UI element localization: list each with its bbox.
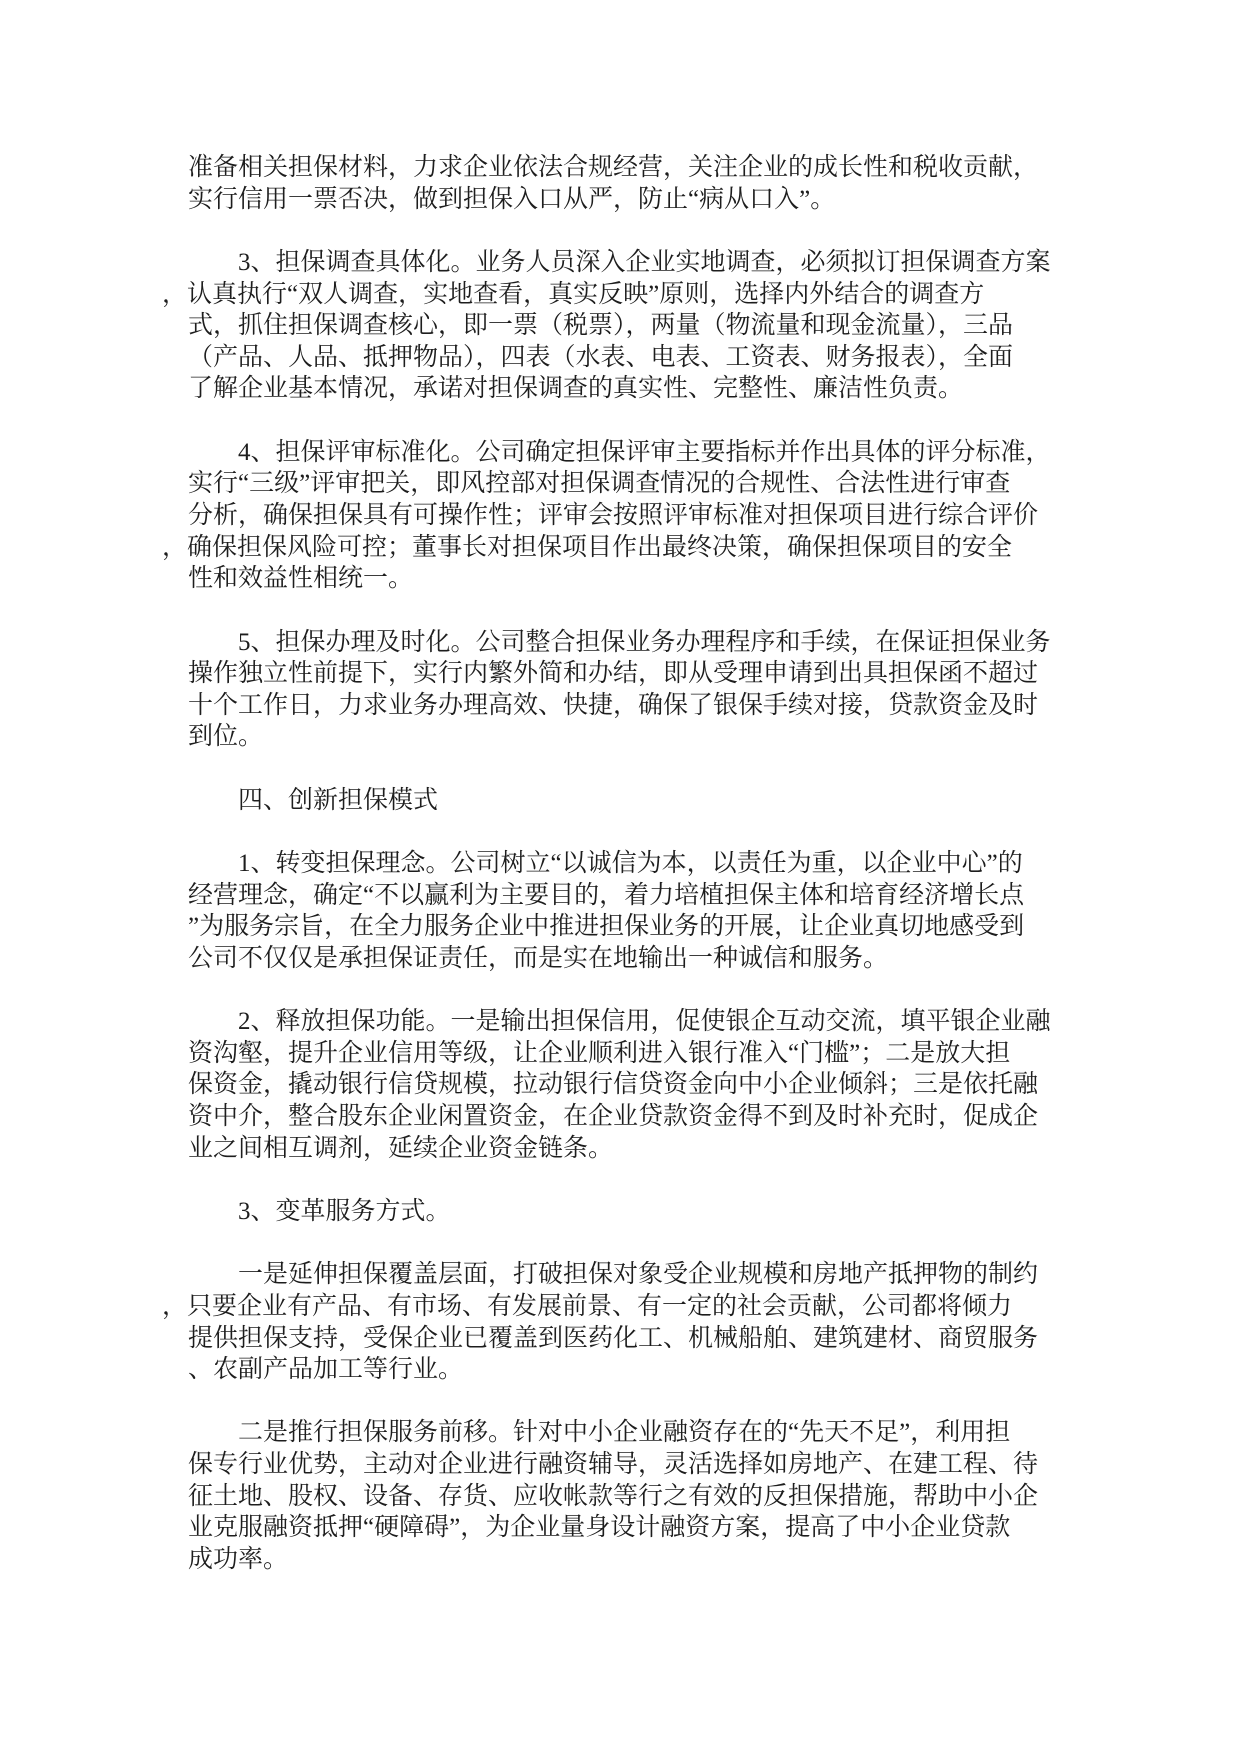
text-line: 5、担保办理及时化。公司整合担保业务办理程序和手续，在保证担保业务 bbox=[188, 628, 1051, 656]
text-line: 资中介，整合股东企业闲置资金，在企业贷款资金得不到及时补充时，促成企 bbox=[188, 1103, 1039, 1131]
text-line: 实行“三级”评审把关，即风控部对担保调查情况的合规性、合法性进行审查 bbox=[188, 470, 1011, 498]
text-line: 实行信用一票否决，做到担保入口从严，防止“病从口入”。 bbox=[188, 185, 836, 213]
text-line: 3、担保调查具体化。业务人员深入企业实地调查，必须拟订担保调查方案 bbox=[188, 248, 1051, 276]
document-body bbox=[162, 152, 1108, 1576]
text-line: 3、变革服务方式。 bbox=[188, 1198, 451, 1226]
paragraph bbox=[162, 437, 1108, 595]
text-line: 公司不仅仅是承担保证责任，而是实在地输出一种诚信和服务。 bbox=[188, 944, 889, 972]
paragraph bbox=[188, 785, 1108, 817]
text-line: ”为服务宗旨，在全力服务企业中推进担保业务的开展，让企业真切地感受到 bbox=[188, 913, 1025, 941]
text-line: ，确保担保风险可控；董事长对担保项目作出最终决策，确保担保项目的安全 bbox=[162, 533, 1013, 561]
text-line: 式，抓住担保调查核心，即一票（税票），两量（物流量和现金流量），三品 bbox=[188, 312, 1014, 340]
text-line: 分析，确保担保具有可操作性；评审会按照评审标准对担保项目进行综合评价 bbox=[188, 502, 1039, 530]
text-line: 操作独立性前提下，实行内繁外简和办结，即从受理申请到出具担保函不超过 bbox=[188, 660, 1039, 688]
text-line: 到位。 bbox=[188, 723, 264, 751]
paragraph bbox=[188, 1006, 1108, 1164]
paragraph bbox=[162, 1259, 1108, 1386]
paragraph bbox=[188, 627, 1108, 754]
text-line: 业之间相互调剂，延续企业资金链条。 bbox=[188, 1134, 614, 1162]
text-line: 性和效益性相统一。 bbox=[188, 565, 414, 593]
text-line: 十个工作日，力求业务办理高效、快捷，确保了银保手续对接，贷款资金及时 bbox=[188, 691, 1039, 719]
text-line: ，认真执行“双人调查，实地查看，真实反映”原则，选择内外结合的调查方 bbox=[162, 280, 985, 308]
text-line: 4、担保评审标准化。公司确定担保评审主要指标并作出具体的评分标准， bbox=[188, 438, 1051, 466]
text-line: 四、创新担保模式 bbox=[188, 786, 439, 814]
paragraph bbox=[188, 1417, 1108, 1575]
text-line: 业克服融资抵押“硬障碍”，为企业量身设计融资方案，提高了中小企业贷款 bbox=[188, 1514, 1011, 1542]
text-line: 二是推行担保服务前移。针对中小企业融资存在的“先天不足”，利用担 bbox=[188, 1419, 1011, 1447]
text-line: 准备相关担保材料，力求企业依法合规经营，关注企业的成长性和税收贡献， bbox=[188, 154, 1039, 181]
text-line: 一是延伸担保覆盖层面，打破担保对象受企业规模和房地产抵押物的制约 bbox=[188, 1261, 1039, 1289]
text-line: 、农副产品加工等行业。 bbox=[188, 1356, 464, 1384]
text-line: 保专行业优势，主动对企业进行融资辅导，灵活选择如房地产、在建工程、待 bbox=[188, 1451, 1039, 1479]
text-line: 了解企业基本情况，承诺对担保调查的真实性、完整性、廉洁性负责。 bbox=[188, 375, 964, 403]
paragraph bbox=[188, 152, 1108, 215]
text-line: 2、释放担保功能。一是输出担保信用，促使银企互动交流，填平银企业融 bbox=[188, 1008, 1051, 1036]
text-line: ，只要企业有产品、有市场、有发展前景、有一定的社会贡献，公司都将倾力 bbox=[162, 1292, 1013, 1320]
paragraph bbox=[162, 247, 1108, 405]
text-line: 1、转变担保理念。公司树立“以诚信为本，以责任为重，以企业中心”的 bbox=[188, 850, 1023, 878]
paragraph bbox=[188, 848, 1108, 975]
text-line: （产品、人品、抵押物品），四表（水表、电表、工资表、财务报表），全面 bbox=[188, 343, 1014, 371]
paragraph bbox=[188, 1196, 1108, 1228]
text-line: 提供担保支持，受保企业已覆盖到医药化工、机械船舶、建筑建材、商贸服务 bbox=[188, 1324, 1039, 1352]
text-line: 保资金，撬动银行信贷规模，拉动银行信贷资金向中小企业倾斜；三是依托融 bbox=[188, 1071, 1039, 1099]
text-line: 资沟壑，提升企业信用等级，让企业顺利进入银行准入“门槛”；二是放大担 bbox=[188, 1039, 1011, 1067]
text-line: 成功率。 bbox=[188, 1546, 289, 1574]
text-line: 征土地、股权、设备、存货、应收帐款等行之有效的反担保措施，帮助中小企 bbox=[188, 1482, 1039, 1510]
text-line: 经营理念，确定“不以赢利为主要目的，着力培植担保主体和培育经济增长点 bbox=[188, 881, 1025, 909]
